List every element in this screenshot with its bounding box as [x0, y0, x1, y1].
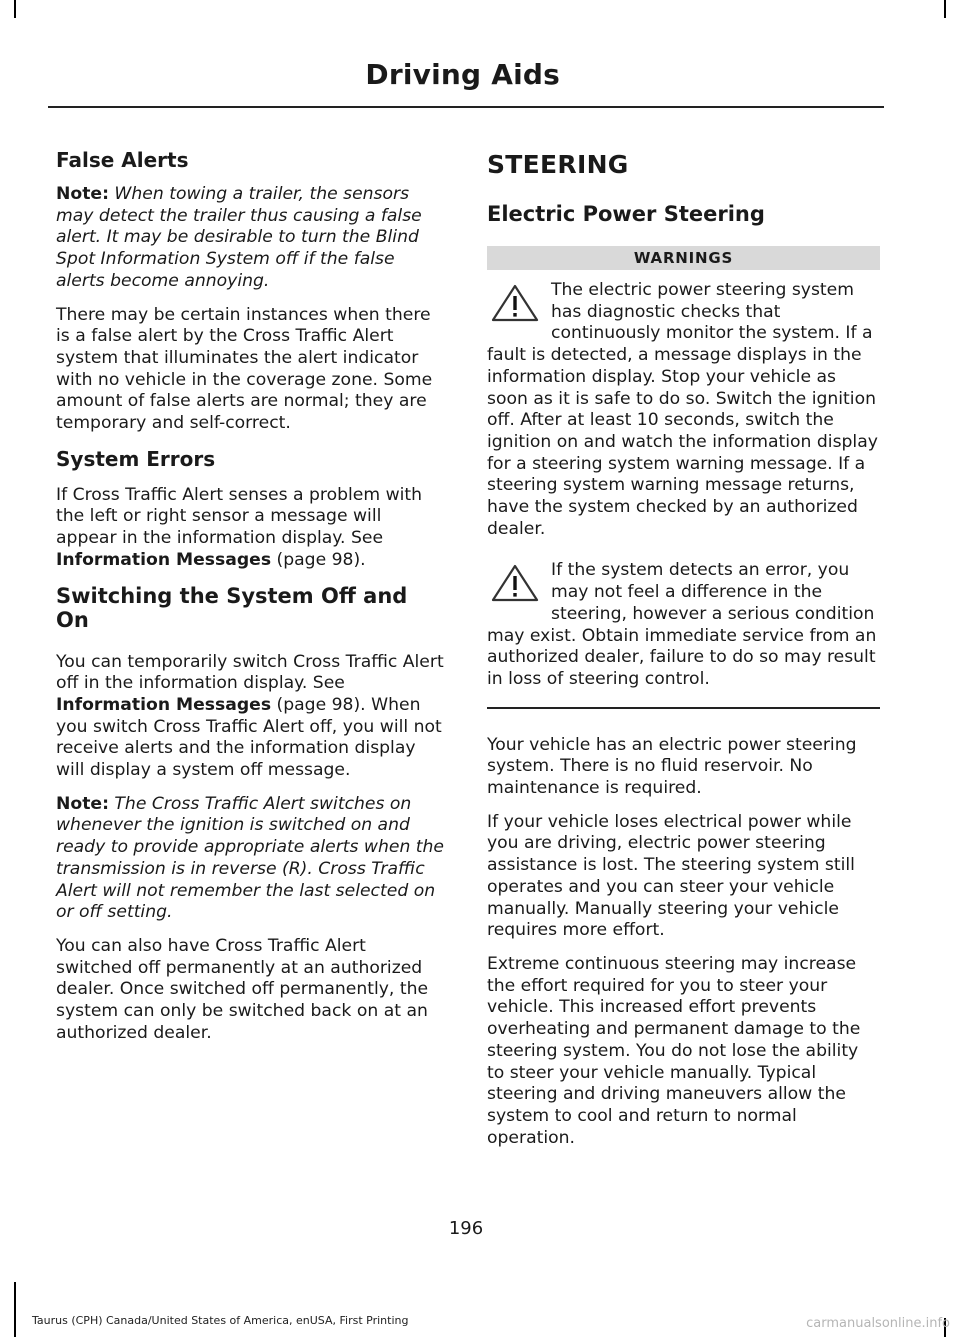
note-text: The Cross Traffic Alert switches on whenever the ignition is switched on and ready to provide appropriate alerts when the transmission is in reverse (R). Cross Traffic Alert will not remember the last selected on or off setting.	[56, 793, 445, 923]
warnings-end-divider	[487, 707, 880, 709]
power-loss-paragraph: If your vehicle loses electrical power while you are driving, electric power steering assistance is lost. The steering system still operates and you can steer your vehicle manually. Manually steering your vehicle requires more effort.	[487, 811, 855, 941]
left-column	[56, 146, 447, 1057]
false-alerts-paragraph: There may be certain instances when there is a false alert by the Cross Traffic Alert system that illuminates the alert indicator with no vehicle in the coverage zone. Some amount of false alerts are normal; they are temporary and self-correct.	[56, 304, 433, 434]
note-ignition	[56, 794, 447, 924]
crop-mark-top-left	[14, 0, 16, 18]
page-reference: (page 98).	[271, 549, 366, 570]
system-errors-paragraph	[56, 485, 447, 572]
continuous-steering-paragraph: Extreme continuous steering may increase the effort required for you to steer your vehicle. This increased effort prevents overheating and permanent damage to the steering system. You do not lose the ability to steer your vehicle manually. Typical steering and driving maneuvers allow the system to cool and return to normal operation.	[487, 953, 861, 1148]
warning-text: If the system detects an error, you may not feel a difference in the steering, however a serious condition may exist. Obtain immediate service from an authorized dealer, failure to do so may result in loss of steering control.	[487, 560, 877, 689]
crop-mark-bottom-left	[14, 1282, 16, 1337]
page-number: 196	[448, 1218, 484, 1239]
warning-triangle-icon	[487, 280, 543, 326]
false-alerts-heading: False Alerts	[56, 148, 189, 172]
switching-text-a: You can temporarily switch Cross Traffic Alert off in the information display. See	[56, 651, 444, 694]
warning-item	[487, 560, 880, 690]
header-divider	[48, 106, 884, 108]
eps-paragraph: Your vehicle has an electric power steering system. There is no fluid reservoir. No maintenance is required.	[487, 734, 857, 799]
information-messages-link[interactable]: Information Messages	[56, 694, 272, 715]
watermark: carmanualsonline.info	[806, 1316, 950, 1331]
crop-mark-top-right	[944, 0, 946, 18]
note-towing	[56, 184, 447, 293]
note-text: When towing a trailer, the sensors may detect the trailer thus causing a false alert. It may be desirable to turn the Blind Spot Information System off if the false alerts become annoying.	[56, 184, 422, 291]
warning-text: The electric power steering system has diagnostic checks that continuously monitor the system. If a fault is detected, a message displays in the information display. Stop your vehicle as soon as it is safe to do so. Switch the ignition off. After at least 10 seconds, switch the ignition on and watch the information display for a steering system warning message. If a steering system warning message returns, have the system checked by an authorized dealer.	[487, 280, 878, 539]
publication-info: Taurus (CPH) Canada/United States of America, enUSA, First Printing	[32, 1314, 409, 1327]
warning-item	[487, 280, 880, 540]
system-errors-heading: System Errors	[56, 446, 216, 471]
switching-paragraph	[56, 652, 447, 782]
dealer-paragraph: You can also have Cross Traffic Alert switched off permanently at an authorized dealer. Once switched off permanently, the system can only be switched back on at an authorized dealer.	[56, 935, 429, 1043]
switching-heading: Switching the System Off and On	[56, 583, 408, 632]
warnings-banner: WARNINGS	[487, 246, 880, 270]
note-label: Note:	[56, 793, 109, 814]
information-messages-link[interactable]: Information Messages	[56, 549, 272, 570]
eps-heading: Electric Power Steering	[487, 202, 765, 226]
page-title: Driving Aids	[365, 58, 560, 91]
switching-text-b: (page 98). When you switch Cross Traffic Alert off, you will not receive alerts and the information display will display a system off message.	[56, 694, 442, 781]
system-errors-text: If Cross Traffic Alert senses a problem with the left or right sensor a message will appear in the information display. See	[56, 484, 423, 549]
warning-triangle-icon	[487, 560, 543, 606]
steering-heading: STEERING	[487, 150, 629, 179]
note-label: Note:	[56, 184, 109, 204]
right-column	[487, 146, 880, 1161]
